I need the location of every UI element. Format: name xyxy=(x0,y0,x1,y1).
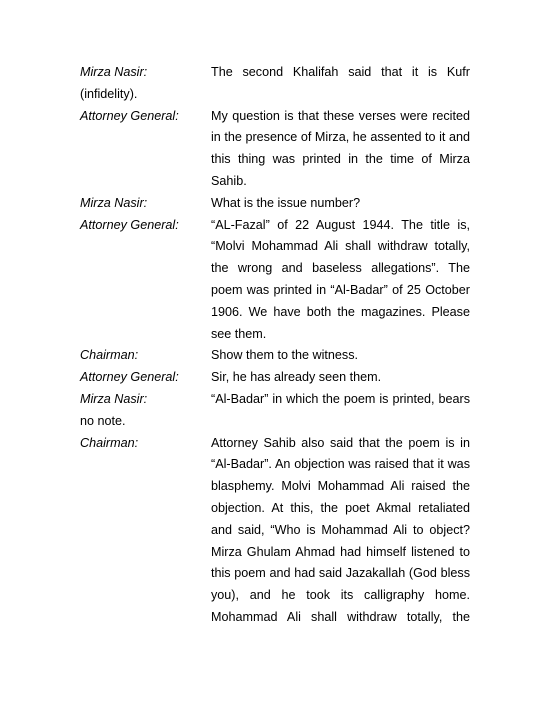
speech-line: in the presence of Mirza, he assented to it and xyxy=(211,130,470,145)
speech-text xyxy=(211,367,470,389)
speech-text xyxy=(211,215,470,346)
speech-line: The second Khalifah said that it is Kufr xyxy=(211,65,470,79)
speech-text xyxy=(211,433,470,629)
speech-line: blasphemy. Molvi Mohammad Ali raised the xyxy=(211,479,470,494)
speech-line: objection. At this, the poet Akmal retaliated xyxy=(211,500,470,515)
speech-line: Attorney Sahib also said that the poem is in xyxy=(211,435,470,450)
speech-line: Mirza Ghulam Ahmad had himself listened to xyxy=(211,544,470,559)
speech-text xyxy=(211,106,470,193)
speech-line: 1906. We have both the magazines. Please xyxy=(211,304,470,319)
speaker-label: Mirza Nasir: xyxy=(80,195,148,210)
speech-line: My question is that these verses were recited xyxy=(211,108,470,123)
speaker-label: Chairman: xyxy=(80,435,139,450)
speech-line: Mohammad Ali shall withdraw totally, the xyxy=(211,609,470,624)
speech-line: poem was printed in “Al-Badar” of 25 October xyxy=(211,282,470,297)
speaker-label: Mirza Nasir: xyxy=(80,65,148,79)
speech-line: “Molvi Mohammad Ali shall withdraw totally, xyxy=(211,239,470,254)
speech-text xyxy=(211,345,470,367)
speech-continuation: (infidelity). xyxy=(80,86,138,101)
speech-line: Sahib. xyxy=(211,173,247,188)
speaker-label: Attorney General: xyxy=(80,108,179,123)
speech-line: the wrong and baseless allegations”. The xyxy=(211,261,470,276)
speech-text xyxy=(211,62,470,84)
speech-continuation: no note. xyxy=(80,413,126,428)
speech-line: “Al-Badar” in which the poem is printed, bears xyxy=(211,392,470,406)
speaker-label: Mirza Nasir: xyxy=(80,392,148,406)
speech-line: “Al-Badar”. An objection was raised that it was xyxy=(211,457,470,472)
speaker-label: Attorney General: xyxy=(80,217,179,232)
speech-line: this thing was printed in the time of Mirza xyxy=(211,152,470,167)
speech-line: Show them to the witness. xyxy=(211,348,358,363)
speech-line: What is the issue number? xyxy=(211,195,361,210)
speech-line: you), and he took its calligraphy home. xyxy=(211,588,470,603)
speech-line: “AL-Fazal” of 22 August 1944. The title is, xyxy=(211,217,470,232)
speech-line: see them. xyxy=(211,326,267,341)
speech-line: this poem and had said Jazakallah (God bless xyxy=(211,566,470,581)
speaker-label: Attorney General: xyxy=(80,370,179,385)
speech-text xyxy=(211,193,470,215)
speaker-label: Chairman: xyxy=(80,348,139,363)
speech-line: and said, “Who is Mohammad Ali to object? xyxy=(211,522,470,537)
speech-line: Sir, he has already seen them. xyxy=(211,370,382,385)
speech-text xyxy=(211,389,470,411)
